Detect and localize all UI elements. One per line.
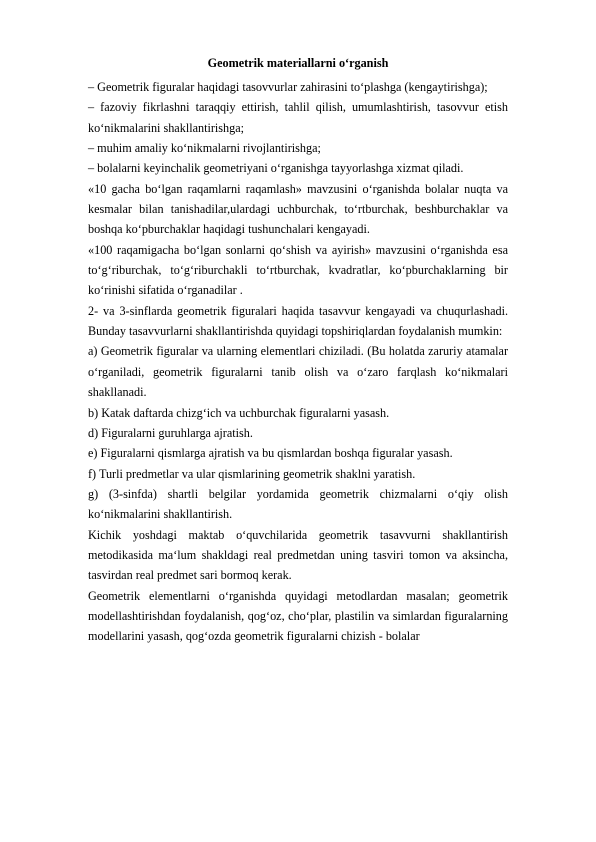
paragraph: – Geometrik figuralar haqidagi tasovvurlar zahirasini to‘plashga (kengaytirishga); bbox=[88, 80, 488, 94]
paragraph: «10 gacha bo‘lgan raqamlarni raqamlash» mavzusini o‘rganishda bolalar nuqta va kesmalar bilan tanishadilar,ulardagi uchburchak, to‘rtburchak, beshburchaklar va boshqa ko‘pburchaklar haqidagi tushunchalari kengayadi. bbox=[88, 181, 508, 237]
document-page bbox=[88, 56, 508, 647]
paragraph: – fazoviy fikrlashni taraqqiy ettirish, tahlil qilish, umumlashtirish, tasovvur etish ko‘nikmalarini shakllantirishga; bbox=[88, 100, 508, 135]
paragraph: d) Figuralarni guruhlarga ajratish. bbox=[88, 425, 253, 440]
paragraph: g) (3-sinfda) shartli belgilar yordamida geometrik chizmalarni o‘qiy olish ko‘nikmalarini shakllantirish. bbox=[88, 486, 508, 522]
paragraph: a) Geometrik figuralar va ularning elementlari chiziladi. (Bu holatda zaruriy atamalar o‘rganiladi, geometrik figuralarni tanib olish va o‘zaro farqlash ko‘nikmalari shakllanadi. bbox=[88, 344, 508, 400]
paragraph: «100 raqamigacha bo‘lgan sonlarni qo‘shish va ayirish» mavzusini o‘rganishda esa to‘g‘riburchak, to‘g‘riburchakli to‘rtburchak, kvadratlar, ko‘pburchaklarning bir ko‘rinishi sifatida o‘rganadilar . bbox=[88, 242, 508, 298]
paragraph: e) Figuralarni qismlarga ajratish va bu qismlardan boshqa figuralar yasash. bbox=[88, 446, 453, 461]
paragraph: b) Katak daftarda chizg‘ich va uchburchak figuralarni yasash. bbox=[88, 405, 390, 420]
paragraph: Geometrik elementlarni o‘rganishda quyidagi metodlardan masalan; geometrik modellashtirishdan foydalanish, qog‘oz, cho‘plar, plastilin va simlardan figuralarning modellarini yasash, qog‘ozda geometrik figuralarni chizish - bolalar bbox=[88, 588, 508, 644]
paragraph: Kichik yoshdagi maktab o‘quvchilarida geometrik tasavvurni shakllantirish metodikasida ma‘lum shakldagi real predmetdan uning tasviri tomon va aksincha, tasvirdan real predmet sari bormoq kerak. bbox=[88, 527, 508, 583]
document-title: Geometrik materiallarni o‘rganish bbox=[207, 56, 389, 70]
paragraph: f) Turli predmetlar va ular qismlarining geometrik shaklni yaratish. bbox=[88, 466, 416, 481]
paragraph: 2- va 3-sinflarda geometrik figuralari haqida tasavvur kengayadi va chuqurlashadi. Bunday tasavvurlarni shakllantirishda quyidagi topshiriqlardan foydalanish mumkin: bbox=[88, 303, 508, 339]
paragraph: – muhim amaliy ko‘nikmalarni rivojlantirishga; bbox=[88, 141, 321, 156]
paragraph: – bolalarni keyinchalik geometriyani o‘rganishga tayyorlashga xizmat qiladi. bbox=[88, 161, 464, 176]
